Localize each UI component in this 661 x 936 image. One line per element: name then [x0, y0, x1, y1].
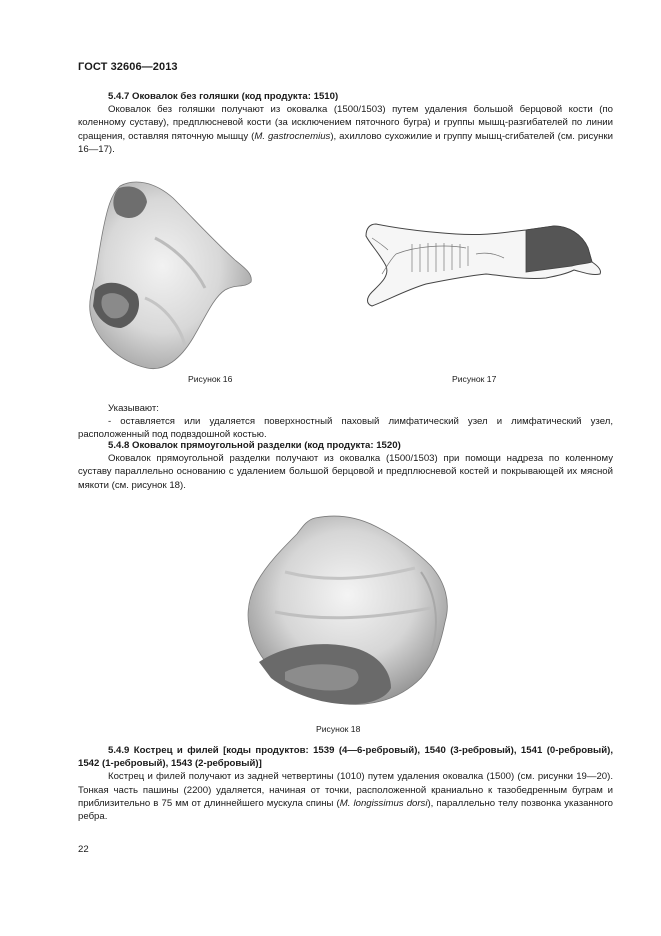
note-item: - оставляется или удаляется поверхностный паховый лимфатический узел и лимфатический узел, расположенный под подвздошной костью. — [78, 416, 613, 441]
section-549-text-a: Кострец и филей получают из задней четвертины (1010) путем удаления оковалка (1500) (см. рисунки 19—20). Тонкая часть пашины (2200) удаляется, начиная от точки, расположенной краниально к тазобедренным буграм и приблизительно в 75 мм от длиннейшего мускула спины ( — [78, 771, 613, 809]
section-549-text-b: ), параллельно телу позвонка указанного ребра. — [78, 797, 613, 823]
section-548-title: 5.4.8 Оковалок прямоугольной разделки (код продукта: 1520) — [108, 440, 401, 451]
section-547-text-b: ), ахиллово сухожилие и группу мышц-сгибателей (см. рисунки 16—17). — [78, 130, 613, 155]
figure-17-caption: Рисунок 17 — [452, 374, 497, 384]
figure-18-caption: Рисунок 18 — [316, 724, 361, 734]
section-547-text-a: Оковалок без голяшки получают из оковалка (1500/1503) путем удаления большой берцовой кости (по коленному суставу), предплюсневой кости (за исключением пяточного бугра) и группы мышц-разгибателей по линии сращения, оставляя пяточную мышцу ( — [78, 104, 613, 142]
figure-18-meat-photo — [245, 512, 453, 707]
section-549-title: 5.4.9 Кострец и филей [коды продуктов: 1539 (4—6-ребровый), 1540 (3-ребровый), 1541 (0-ребровый), 1542 (1-ребровый), 1543 (2-ребровый)] — [78, 745, 613, 770]
figure-17-carcass-diagram — [356, 214, 608, 314]
section-548 — [78, 439, 613, 492]
section-547-note — [78, 402, 613, 442]
section-549 — [78, 744, 613, 823]
figure-16-meat-photo — [85, 178, 255, 373]
note-label: Указывают: — [108, 403, 159, 414]
page-number: 22 — [78, 844, 89, 855]
section-549-latin-term: M. longissimus dorsi — [339, 797, 428, 809]
figure-16-caption: Рисунок 16 — [188, 374, 233, 384]
document-header: ГОСТ 32606—2013 — [78, 61, 178, 73]
section-548-text: Оковалок прямоугольной разделки получают из оковалка (1500/1503) при помощи надреза по коленному суставу параллельно основанию с удалением большой берцовой и предплюсневой костей и покрывающей их мясной мякоти (см. рисунок 18). — [78, 453, 613, 491]
section-547 — [78, 90, 613, 156]
section-547-latin-term: M. gastrocnemius — [254, 130, 331, 142]
section-547-title: 5.4.7 Оковалок без голяшки (код продукта: 1510) — [108, 91, 339, 102]
